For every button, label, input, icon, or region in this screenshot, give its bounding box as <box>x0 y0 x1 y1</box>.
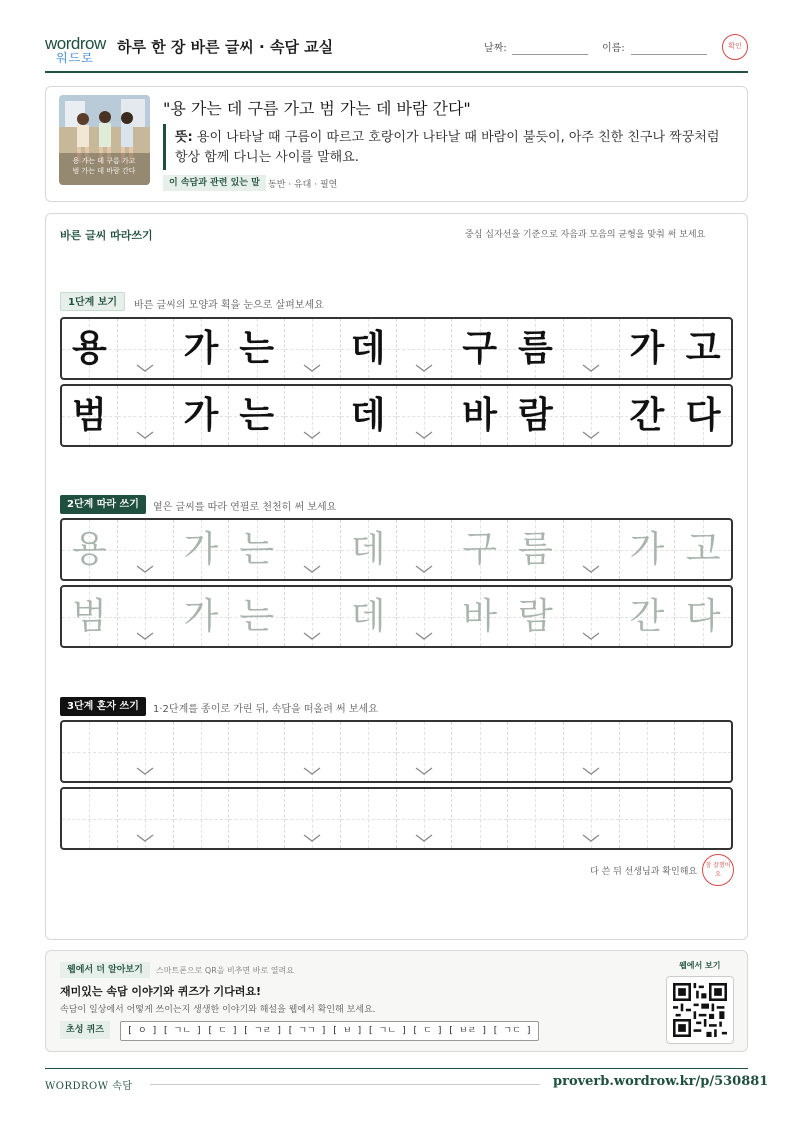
space-cell[interactable] <box>397 520 453 579</box>
practice-character: 고 <box>685 328 721 369</box>
quiz-label: 초성 퀴즈 <box>60 1021 110 1039</box>
space-cell <box>285 319 341 378</box>
practice-character: 다 <box>685 395 721 436</box>
guide-vertical <box>647 789 648 848</box>
practice-character: 가 <box>183 529 219 570</box>
guide-vertical <box>368 722 369 781</box>
writing-cell[interactable] <box>452 789 508 848</box>
meaning-label: 뜻: <box>175 130 193 145</box>
space-cell[interactable] <box>118 587 174 646</box>
space-cell[interactable] <box>397 722 453 781</box>
praise-stamp: 참 잘했어요 <box>702 854 734 886</box>
date-label: 날짜: <box>484 43 507 54</box>
date-field[interactable] <box>512 54 588 55</box>
guide-vertical <box>257 722 258 781</box>
writing-cell[interactable] <box>62 587 118 646</box>
writing-cell <box>452 319 508 378</box>
practice-character: 다 <box>685 596 721 637</box>
space-mark-icon <box>397 834 452 842</box>
guide-vertical <box>535 722 536 781</box>
writing-cell[interactable] <box>341 789 397 848</box>
space-cell[interactable] <box>564 722 620 781</box>
writing-cell[interactable] <box>229 520 285 579</box>
practice-character: 데 <box>350 395 386 436</box>
writing-cell[interactable] <box>229 722 285 781</box>
space-cell[interactable] <box>285 722 341 781</box>
name-label: 이름: <box>602 43 625 54</box>
step2-row-2[interactable] <box>60 585 733 648</box>
space-mark-icon <box>285 431 340 439</box>
writing-cell <box>341 386 397 445</box>
qr-code[interactable] <box>666 976 734 1044</box>
space-cell[interactable] <box>118 722 174 781</box>
space-cell[interactable] <box>118 789 174 848</box>
space-mark-icon <box>118 632 173 640</box>
space-mark-icon <box>564 767 619 775</box>
practice-character: 용 <box>71 328 107 369</box>
writing-cell[interactable] <box>62 520 118 579</box>
proverb-illustration <box>59 95 150 185</box>
writing-cell <box>62 319 118 378</box>
guide-vertical <box>480 722 481 781</box>
writing-cell <box>508 319 564 378</box>
writing-cell[interactable] <box>675 587 731 646</box>
writing-cell[interactable] <box>341 520 397 579</box>
practice-character: 용 <box>71 529 107 570</box>
writing-cell[interactable] <box>174 520 230 579</box>
qr-label: 웹에서 보기 <box>679 961 721 970</box>
guide-vertical <box>703 722 704 781</box>
page-title: 하루 한 장 바른 글씨 · 속담 교실 <box>117 38 334 56</box>
practice-character: 는 <box>239 328 275 369</box>
writing-cell <box>675 386 731 445</box>
guide-vertical <box>89 789 90 848</box>
practice-character: 바 <box>462 395 498 436</box>
writing-cell <box>675 319 731 378</box>
writing-cell[interactable] <box>675 520 731 579</box>
guide-vertical <box>535 789 536 848</box>
guide-vertical <box>647 722 648 781</box>
space-mark-icon <box>397 364 452 372</box>
space-mark-icon <box>397 431 452 439</box>
footer-divider <box>45 1068 748 1069</box>
space-cell <box>118 386 174 445</box>
space-mark-icon <box>285 834 340 842</box>
writing-cell[interactable] <box>508 587 564 646</box>
space-cell[interactable] <box>564 587 620 646</box>
meaning-accent-bar <box>163 124 166 170</box>
space-mark-icon <box>285 767 340 775</box>
practice-character: 바 <box>462 596 498 637</box>
writing-cell[interactable] <box>675 789 731 848</box>
footer-url[interactable]: proverb.wordrow.kr/p/530881 <box>553 1074 769 1089</box>
space-mark-icon <box>118 431 173 439</box>
writing-cell[interactable] <box>620 587 676 646</box>
space-cell[interactable] <box>397 789 453 848</box>
space-cell[interactable] <box>397 587 453 646</box>
space-mark-icon <box>564 632 619 640</box>
step3-badge: 3단계 혼자 쓰기 <box>60 697 146 716</box>
writing-cell[interactable] <box>452 587 508 646</box>
practice-character: 가 <box>629 529 665 570</box>
space-cell <box>564 319 620 378</box>
writing-cell <box>341 319 397 378</box>
writing-cell[interactable] <box>174 722 230 781</box>
meaning-text: 용이 나타날 때 구름이 따르고 호랑이가 나타날 때 바람이 불듯이, 아주 친한 친구나 짝꿍처럼 항상 함께 다니는 사이를 말해요. <box>175 130 720 165</box>
practice-character: 가 <box>183 395 219 436</box>
space-cell <box>285 386 341 445</box>
practice-character: 름 <box>517 328 553 369</box>
step2-description: 옅은 글씨를 따라 연필로 천천히 써 보세요 <box>153 502 337 513</box>
space-mark-icon <box>285 565 340 573</box>
qr-code-icon <box>673 983 727 1037</box>
space-mark-icon <box>564 364 619 372</box>
practice-character: 데 <box>350 328 386 369</box>
name-field[interactable] <box>631 54 707 55</box>
practice-character: 는 <box>239 529 275 570</box>
proverb-meaning <box>175 128 725 168</box>
guide-vertical <box>368 789 369 848</box>
illustration-caption-1: 용 가는 데 구름 가고 <box>72 157 136 165</box>
writing-cell <box>508 386 564 445</box>
practice-character: 고 <box>685 529 721 570</box>
writing-cell[interactable] <box>620 722 676 781</box>
guide-vertical <box>703 789 704 848</box>
practice-character: 는 <box>239 596 275 637</box>
space-mark-icon <box>118 565 173 573</box>
step3-description: 1·2단계를 종이로 가린 뒤, 속담을 떠올려 써 보세요 <box>153 704 378 715</box>
space-mark-icon <box>397 632 452 640</box>
practice-title: 바른 글씨 따라쓰기 <box>60 229 153 242</box>
guide-vertical <box>201 722 202 781</box>
header-divider <box>45 71 748 73</box>
logo-wordmark: wordrow <box>45 34 106 53</box>
space-mark-icon <box>118 364 173 372</box>
writing-cell[interactable] <box>341 587 397 646</box>
space-mark-icon <box>285 364 340 372</box>
space-mark-icon <box>397 565 452 573</box>
space-mark-icon <box>564 565 619 573</box>
space-cell[interactable] <box>118 520 174 579</box>
check-stamp: 확인 <box>722 34 748 60</box>
space-cell[interactable] <box>285 520 341 579</box>
step2-badge: 2단계 따라 쓰기 <box>60 495 146 514</box>
writing-cell <box>229 386 285 445</box>
practice-character: 데 <box>350 529 386 570</box>
related-words: 동반 · 유대 · 필연 <box>268 180 338 190</box>
web-description: 속담이 일상에서 어떻게 쓰이는지 생생한 이야기와 해설을 웹에서 확인해 보세요. <box>60 1005 376 1015</box>
practice-character: 간 <box>629 395 665 436</box>
practice-character: 범 <box>71 596 107 637</box>
space-cell[interactable] <box>564 789 620 848</box>
writing-cell[interactable] <box>508 789 564 848</box>
space-cell[interactable] <box>564 520 620 579</box>
writing-cell[interactable] <box>508 722 564 781</box>
writing-cell[interactable] <box>452 520 508 579</box>
writing-cell[interactable] <box>229 789 285 848</box>
writing-cell <box>620 386 676 445</box>
writing-cell <box>452 386 508 445</box>
writing-cell[interactable] <box>341 722 397 781</box>
step1-row-1 <box>60 317 733 380</box>
teacher-check-note: 다 쓴 뒤 선생님과 확인해요 <box>590 867 698 877</box>
practice-character: 람 <box>517 596 553 637</box>
guide-vertical <box>257 789 258 848</box>
practice-character: 구 <box>462 529 498 570</box>
practice-character: 간 <box>629 596 665 637</box>
practice-hint: 중심 십자선을 기준으로 자음과 모음의 균형을 맞춰 써 보세요 <box>465 230 706 240</box>
writing-cell[interactable] <box>508 520 564 579</box>
writing-cell[interactable] <box>62 789 118 848</box>
practice-character: 름 <box>517 529 553 570</box>
writing-cell[interactable] <box>174 789 230 848</box>
practice-character: 는 <box>239 395 275 436</box>
space-mark-icon <box>564 834 619 842</box>
writing-cell[interactable] <box>620 520 676 579</box>
space-cell <box>397 319 453 378</box>
writing-cell <box>174 386 230 445</box>
writing-cell <box>174 319 230 378</box>
web-headline: 재미있는 속담 이야기와 퀴즈가 기다려요! <box>60 985 261 998</box>
related-words-label: 이 속담과 관련 있는 말 <box>163 175 266 191</box>
writing-cell[interactable] <box>174 587 230 646</box>
space-mark-icon <box>285 632 340 640</box>
space-cell <box>118 319 174 378</box>
footer-brand: WORDROW 속담 <box>45 1081 133 1092</box>
writing-cell <box>229 319 285 378</box>
web-more-label: 웹에서 더 알아보기 <box>60 962 150 978</box>
guide-vertical <box>89 722 90 781</box>
web-more-subtext: 스마트폰으로 QR을 비추면 바로 열려요 <box>156 966 294 975</box>
space-cell[interactable] <box>285 587 341 646</box>
space-mark-icon <box>118 834 173 842</box>
step3-row-2[interactable] <box>60 787 733 850</box>
space-cell[interactable] <box>285 789 341 848</box>
practice-character: 범 <box>71 395 107 436</box>
practice-character: 구 <box>462 328 498 369</box>
footer-separator <box>150 1084 540 1085</box>
wordrow-logo <box>45 34 109 65</box>
writing-cell[interactable] <box>620 789 676 848</box>
practice-character: 데 <box>350 596 386 637</box>
initial-consonant-quiz: [ ㅇ ] [ ㄱㄴ ] [ ㄷ ] [ ㄱㄹ ] [ ㄱㄱ ] [ ㅂ ] [ ㄱㄴ ] [ ㄷ ] [ ㅂㄹ ] [ ㄱㄷ ] <box>120 1021 539 1041</box>
step1-description: 바른 글씨의 모양과 획을 눈으로 살펴보세요 <box>134 300 324 311</box>
writing-cell[interactable] <box>452 722 508 781</box>
step1-badge: 1단계 보기 <box>60 292 125 311</box>
writing-cell[interactable] <box>675 722 731 781</box>
illustration-caption-2: 범 가는 데 바람 간다 <box>72 167 136 175</box>
writing-cell <box>62 386 118 445</box>
practice-character: 가 <box>629 328 665 369</box>
step3-row-1[interactable] <box>60 720 733 783</box>
writing-cell <box>620 319 676 378</box>
guide-vertical <box>480 789 481 848</box>
writing-cell[interactable] <box>229 587 285 646</box>
step2-row-1[interactable] <box>60 518 733 581</box>
step1-row-2 <box>60 384 733 447</box>
writing-cell[interactable] <box>62 722 118 781</box>
space-mark-icon <box>118 767 173 775</box>
logo-korean: 워드로 <box>56 51 94 65</box>
practice-character: 람 <box>517 395 553 436</box>
practice-character: 가 <box>183 596 219 637</box>
proverb-title: "용 가는 데 구름 가고 범 가는 데 바람 간다" <box>163 99 471 118</box>
space-cell <box>564 386 620 445</box>
guide-vertical <box>201 789 202 848</box>
practice-character: 가 <box>183 328 219 369</box>
space-mark-icon <box>564 431 619 439</box>
space-cell <box>397 386 453 445</box>
space-mark-icon <box>397 767 452 775</box>
